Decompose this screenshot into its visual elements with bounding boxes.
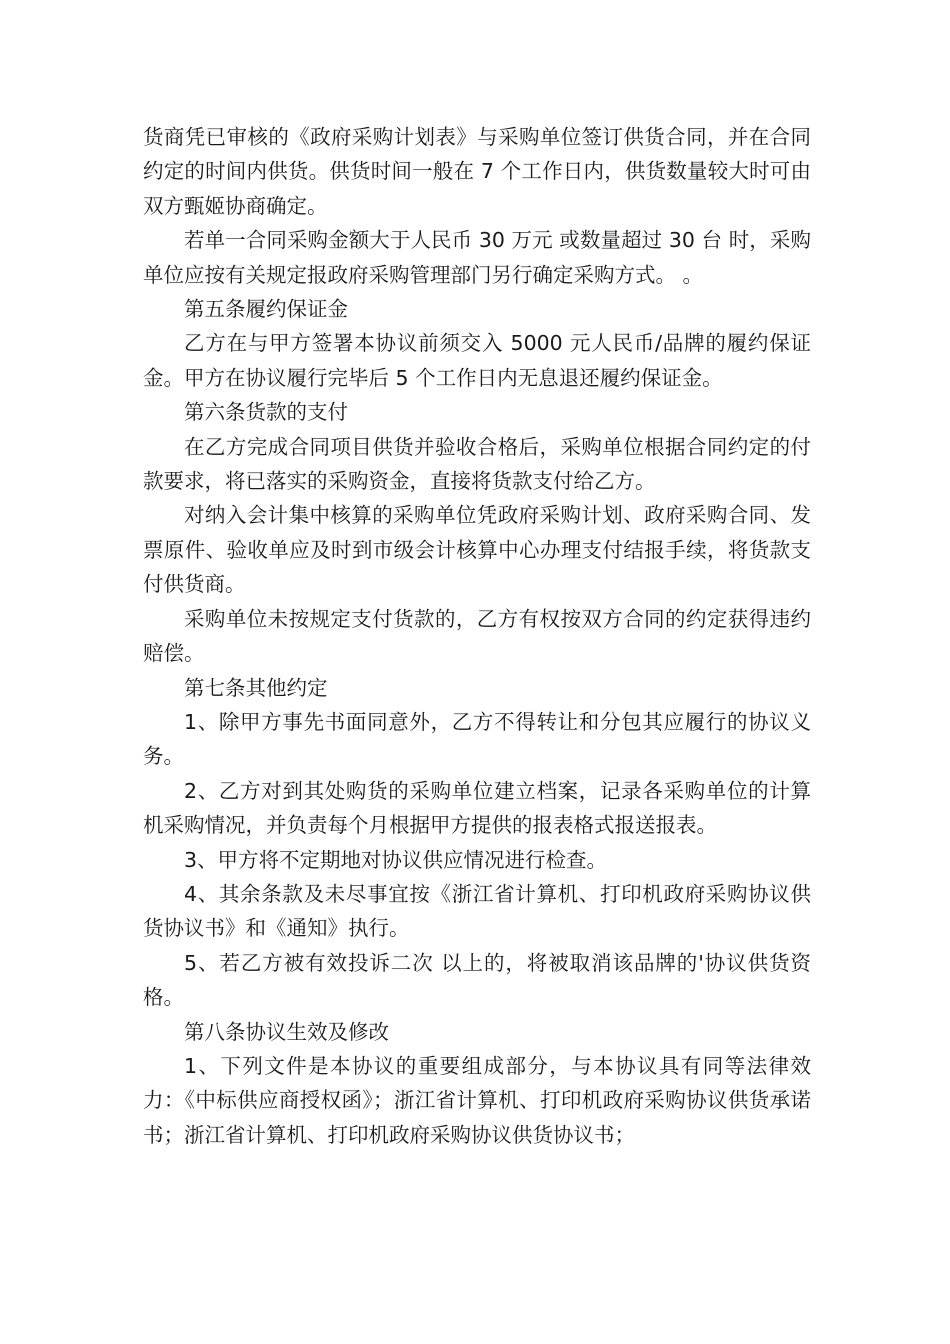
list-item-4-remaining-terms: 4、其余条款及未尽事宜按《浙江省计算机、打印机政府采购协议供货协议书》和《通知》执行。 <box>143 881 811 941</box>
paragraph-payment-after-acceptance: 在乙方完成合同项目供货并验收合格后，采购单位根据合同约定的付款要求，将已落实的采购资金，直接将货款支付给乙方。 <box>143 434 811 494</box>
article-6-heading: 第六条货款的支付 <box>184 400 348 425</box>
article-5-heading: 第五条履约保证金 <box>184 297 348 322</box>
paragraph-delivery-contract: 货商凭已审核的《政府采购计划表》与采购单位签订供货合同，并在合同约定的时间内供货。供货时间一般在 7 个工作日内，供货数量较大时可由双方甄姬协商确定。 <box>143 125 811 218</box>
document-body <box>143 120 811 1152</box>
list-item-1-no-transfer: 1、除甲方事先书面同意外，乙方不得转让和分包其应履行的协议义务。 <box>143 709 811 769</box>
list-item-5-complaints: 5、若乙方被有效投诉二次 以上的，将被取消该品牌的'协议供货资格。 <box>143 950 811 1010</box>
paragraph-performance-bond: 乙方在与甲方签署本协议前须交入 5000 元人民币/品牌的履约保证金。甲方在协议履行完毕后 5 个工作日内无息退还履约保证金。 <box>143 331 811 390</box>
paragraph-late-payment: 采购单位未按规定支付货款的，乙方有权按双方合同的约定获得违约赔偿。 <box>143 606 811 666</box>
paragraph-single-contract-limit: 若单一合同采购金额大于人民币 30 万元 或数量超过 30 台 时，采购单位应按有关规定报政府采购管理部门另行确定采购方式。 。 <box>143 228 811 287</box>
list-item-1-component-documents: 1、下列文件是本协议的重要组成部分，与本协议具有同等法律效力：《中标供应商授权函》；浙江省计算机、打印机政府采购协议供货承诺书；浙江省计算机、打印机政府采购协议供货协议书； <box>143 1053 811 1147</box>
article-8-heading: 第八条协议生效及修改 <box>184 1019 389 1044</box>
list-item-3-inspection: 3、甲方将不定期地对协议供应情况进行检查。 <box>184 847 608 872</box>
paragraph-centralized-accounting: 对纳入会计集中核算的采购单位凭政府采购计划、政府采购合同、发票原件、验收单应及时到市级会计核算中心办理支付结报手续，将货款支付供货商。 <box>143 503 811 597</box>
article-7-heading: 第七条其他约定 <box>184 675 328 700</box>
list-item-2-records: 2、乙方对到其处购货的采购单位建立档案，记录各采购单位的计算机采购情况，并负责每个月根据甲方提供的报表格式报送报表。 <box>143 778 811 838</box>
